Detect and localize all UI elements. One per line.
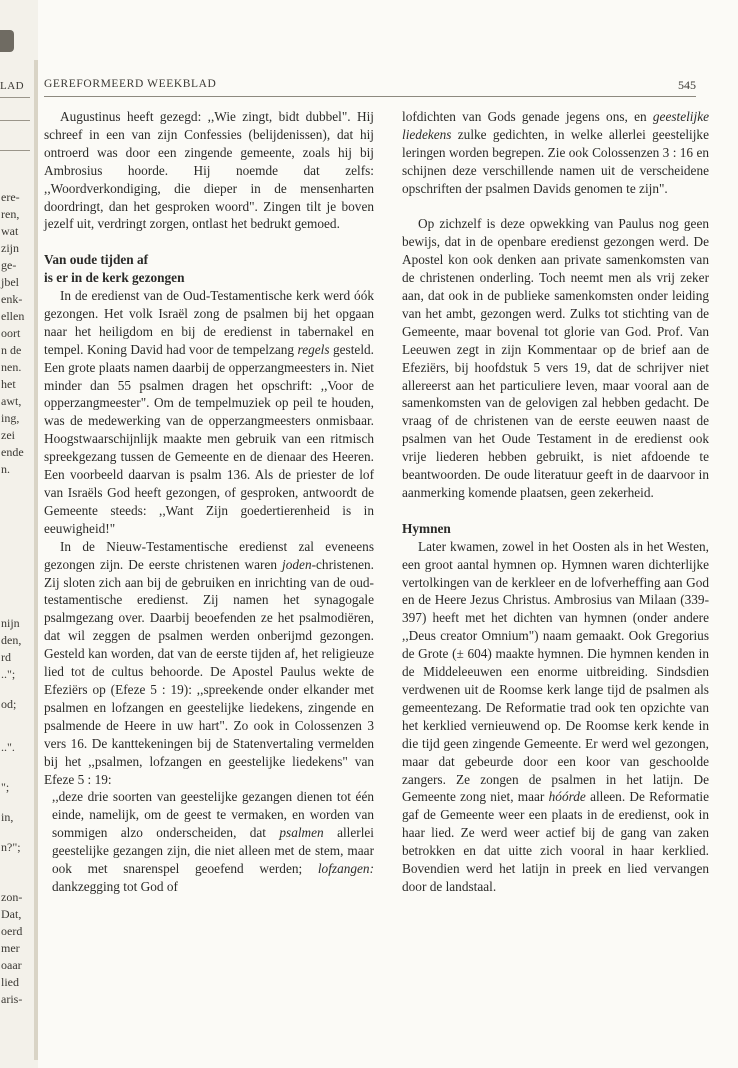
previous-page-word-fragment: mer — [1, 941, 20, 955]
previous-page-word-fragment: ellen — [1, 309, 25, 323]
previous-page-word-fragment: n de — [1, 343, 22, 357]
previous-page-rule — [0, 150, 30, 151]
previous-page-edge — [0, 0, 38, 1068]
left-column — [44, 108, 374, 896]
previous-page-word-fragment: oort — [1, 326, 21, 340]
section-heading: is er in de kerk gezongen — [44, 270, 185, 286]
previous-page-word-fragment: n. — [1, 462, 10, 476]
previous-page-word-fragment: in, — [1, 810, 14, 824]
previous-page-word-fragment: ..". — [1, 740, 15, 754]
previous-page-rule — [0, 120, 30, 121]
previous-page-word-fragment: "; — [1, 780, 10, 794]
journal-title: GEREFORMEERD WEEKBLAD — [44, 78, 217, 90]
block-quote-continued: lofdichten van Gods genade jegens ons, en geestelijke liedekens zulke gedichten, in welke allerlei geestelijke leringen worden begrepen. Zie ook Colossenzen 3 : 16 en schijnen deze verschillende namen uit de verscheidene opschriften der psalmen Davids genomen te zijn". — [402, 109, 709, 196]
previous-page-word-fragment: nijn — [1, 616, 20, 630]
previous-page-word-fragment: od; — [1, 697, 17, 711]
binding-shadow — [0, 30, 14, 52]
previous-page-word-fragment: ende — [1, 445, 24, 459]
previous-page-word-fragment: Dat, — [1, 907, 22, 921]
previous-page-word-fragment: n?"; — [1, 840, 21, 854]
previous-page-word-fragment: ren, — [1, 207, 20, 221]
previous-page-rule — [0, 97, 30, 98]
previous-page-word-fragment: oaar — [1, 958, 22, 972]
paragraph: Augustinus heeft gezegd: ,,Wie zingt, bidt dubbel". Hij schreef in een van zijn Confessies (belijdenissen), dat hij ontroerd was door een zingende gemeente, zoals hij bij Ambrosius hoorde. Hij noemde dat zelfs: ,,Woordverkondiging, die dieper in de mensenharten doordringt, dan het gesproken woord". Zingen tilt je boven jezelf uit, verdringt zorgen, ontlast het bedrukt gemoed. — [44, 109, 374, 232]
previous-page-word-fragment: ere- — [1, 190, 20, 204]
previous-page-word-fragment: nen. — [1, 360, 22, 374]
paragraph: In de Nieuw-Testamentische eredienst zal eveneens gezongen zijn. De eerste christenen waren joden-christenen. Zij sloten zich aan bij de gebruiken en inrichting van de oud-testamentische eredienst. Zij namen het synagogale psalmgezang over. Daarbij beoefenden ze het psalmodiëren, dat wil zeggen de psalmen werden onberijmd gezongen. Gesteld kan worden, dat van de eerste tijden af, het religieuze lied tot de cultus behoorde. De Apostel Paulus wekte de Efeziërs op (Efeze 5 : 19): ,,spreekende onder elkander met psalmen en lofzangen en geestelijke liedekens, zingende en psalmende de Heere in uw hart". Zo ook in Colossenzen 3 vers 16. De kanttekeningen bij de Statenvertaling vermelden bij het ,,psalmen, lofzangen en geestelijke liedekens" van Efeze 5 : 19: — [44, 538, 374, 787]
section-heading: Van oude tijden af — [44, 252, 149, 268]
paragraph: Later kwamen, zowel in het Oosten als in het Westen, een groot aantal hymnen op. Hymnen waren dichterlijke vertolkingen van de kerkleer en de lofverheffing aan God en de Heere Jezus Christus. Ambrosius van Milaan (339-397) heeft met het dichten van hymnen (onder andere ,,Deus creator Omnium") naam gemaakt. Ook Gregorius de Grote (± 604) maakte hymnen. Die hymnen kenden in de Middeleeuwen een enorme uitbreiding. Sindsdien verdwenen uit de Roomse kerk lange tijd de psalmen als gemeentezang. De Reformatie trad ook ten opzichte van het kerklied vernieuwend op. De Roomse kerk kende in die tijd geen zingende Gemeente. Er werd wel gezongen, maar dat gebeurde door een koor van geschoolde zangers. Ze zongen de psalmen in het latijn. De Gemeente zong niet, maar hóórde alleen. De Reformatie gaf de Gemeente weer een plaats in de eredienst, ook in haar lied. Ze werd weer actief bij de gang van zaken betrokken en dat uitte zich vooral in haar kerklied. Bovendien werd het latijn in preek en lied vervangen door de landstaal. — [402, 538, 709, 894]
block-quote: ,,deze drie soorten van geestelijke gezangen dienen tot één einde, namelijk, om de geest te vermaken, en worden van sommigen alzo onderscheiden, dat psalmen allerlei geestelijke gezangen zijn, die niet alleen met de stem, maar ook met snarenspel geoefend werden; lofzangen: dankzegging tot God of — [52, 789, 374, 894]
previous-page-word-fragment: awt, — [1, 394, 22, 408]
previous-page-word-fragment: ing, — [1, 411, 20, 425]
previous-page-word-fragment: enk- — [1, 292, 23, 306]
previous-page-word-fragment: rd — [1, 650, 11, 664]
right-column — [402, 108, 709, 896]
section-heading: Hymnen — [402, 520, 451, 536]
previous-page-word-fragment: aris- — [1, 992, 23, 1006]
previous-page-word-fragment: zon- — [1, 890, 23, 904]
previous-page-word-fragment: zei — [1, 428, 15, 442]
previous-page-word-fragment: het — [1, 377, 16, 391]
previous-page-word-fragment: ge- — [1, 258, 17, 272]
previous-page-word-fragment: den, — [1, 633, 22, 647]
previous-page-header-fragment: LAD — [0, 80, 25, 92]
running-header — [44, 78, 696, 97]
paragraph: Op zichzelf is deze opwekking van Paulus nog geen bewijs, dat in de openbare eredienst gezongen werd. De Apostel kon ook denken aan private samenkomsten van de christenen onderling. Toch neemt men als vrij zeker aan, dat ook in de publieke samenkomsten onder leiding van het ambt, gezongen werd. Zulks tot stichting van de Gemeente, maar bovenal tot glorie van God. Prof. Van Leeuwen zegt in zijn Kommentaar op de brief aan de Efeziërs, bij hoofdstuk 5 vers 19, dat de schrijver niet allereerst aan het particuliere leven, maar vooral aan de samenkomsten van de gelovigen zal hebben gedacht. De vraag of de christenen van de eerste eeuwen naast de psalmen van het Oude Testament in de eredienst ook vrije liederen hebben gebruikt, is niet afdoende te beantwoorden. De oude literatuur geeft in de daarvoor in aanmerking komende plaatsen, geen zekerheid. — [402, 216, 709, 501]
previous-page-word-fragment: oerd — [1, 924, 23, 938]
journal-page — [38, 0, 738, 1068]
previous-page-word-fragment: wat — [1, 224, 19, 238]
previous-page-word-fragment: lied — [1, 975, 19, 989]
page-number: 545 — [678, 78, 696, 92]
previous-page-word-fragment: .."; — [1, 667, 16, 681]
paragraph: In de eredienst van de Oud-Testamentische kerk werd óók gezongen. Het volk Israël zong de psalmen bij het opgaan naar het heiligdom en bij de eredienst in tabernakel en tempel. Koning David had voor de tempelzang regels gesteld. Een grote plaats namen daarbij de opperzangmeesters in. Niet minder dan 55 psalmen dragen het opschrift: ,,Voor de opperzangmeester". Om de tempelmuziek op peil te houden, was de medewerking van de opperzangmeesters onmisbaar. Hoogstwaarschijnlijk maakte men gebruik van een ritmisch spreekgezang tussen de Gemeente en de dienaar des Heeren. Een voorbeeld daarvan is psalm 136. Als de priester de lof van Israëls God heeft gezongen, of gesproken, antwoordt de Gemeente steeds: ,,Want Zijn goedertierenheid is in eeuwigheid!" — [44, 288, 374, 536]
previous-page-word-fragment: zijn — [1, 241, 19, 255]
previous-page-word-fragment: jbel — [1, 275, 19, 289]
